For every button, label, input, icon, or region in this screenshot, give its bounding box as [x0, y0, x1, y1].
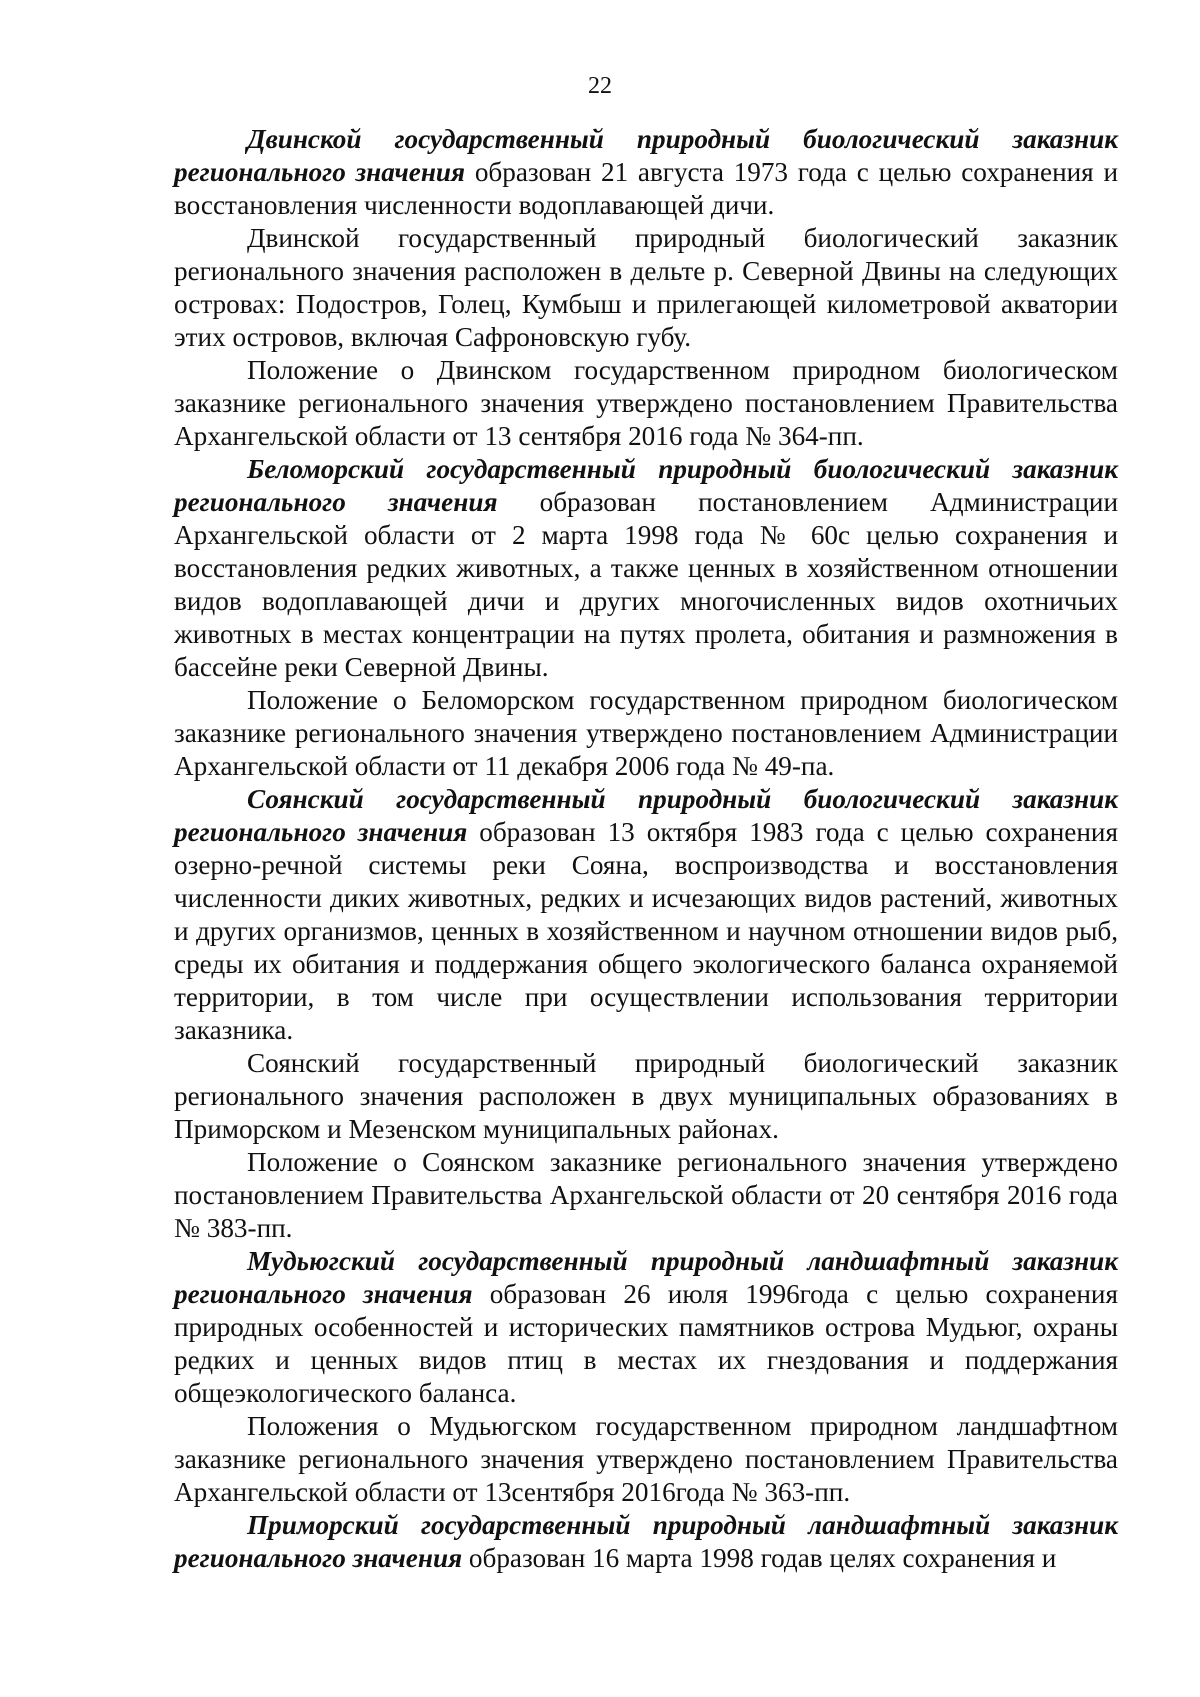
paragraph-soyansky-regulation [174, 1146, 1118, 1245]
paragraph-text: Соянский государственный природный биологический заказник регионального значения расположен в двух муниципальных образованиях в Приморском и Мезенском муниципальных районах. [174, 1048, 1118, 1144]
paragraph-belomorsky-intro [174, 453, 1118, 684]
paragraph-text: образован 16 марта 1998 годав целях сохранения и [462, 1543, 1057, 1573]
reserve-name-primorsky: Приморский государственный природный ландшафтный заказник регионального значения [174, 1510, 1118, 1573]
paragraph-text: образован 21 августа 1973 года с целью сохранения и восстановления численности водоплавающей дичи. [174, 157, 1118, 220]
paragraph-text: Двинской государственный природный биологический заказник регионального значения расположен в дельте р. Северной Двины на следующих островах: Подостров, Голец, Кумбыш и прилегающей километровой акватории этих островов, включая Сафроновскую губу. [174, 223, 1118, 352]
paragraph-text: Положение о Соянском заказнике регионального значения утверждено постановлением Правительства Архангельской области от 20 сентября 2016 года № 383-пп. [174, 1147, 1118, 1243]
paragraph-soyansky-location [174, 1047, 1118, 1146]
reserve-name-mudyugsky: Мудьюгский государственный природный ландшафтный заказник регионального значения [174, 1246, 1118, 1309]
paragraph-text: образован 26 июля 1996года с целью сохранения природных особенностей и исторических памятников острова Мудьюг, охраны редких и ценных видов птиц в местах их гнездования и поддержания общеэкологического баланса. [174, 1279, 1118, 1408]
paragraph-primorsky-intro [174, 1509, 1118, 1575]
paragraph-text: образован 13 октября 1983 года с целью сохранения озерно-речной системы реки Сояна, воспроизводства и восстановления численности диких животных, редких и исчезающих видов растений, животных и других организмов, ценных в хозяйственном и научном отношении видов рыб, среды их обитания и поддержания общего экологического баланса охраняемой территории, в том числе при осуществлении использования территории заказника. [174, 817, 1118, 1045]
reserve-name-dvinskoy: Двинской государственный природный биологический заказник регионального значения [174, 124, 1118, 187]
paragraph-soyansky-intro [174, 783, 1118, 1047]
paragraph-text: Положение о Беломорском государственном природном биологическом заказнике регионального значения утверждено постановлением Администрации Архангельской области от 11 декабря 2006 года № 49-па. [174, 685, 1118, 781]
paragraph-text: Положение о Двинском государственном природном биологическом заказнике регионального значения утверждено постановлением Правительства Архангельской области от 13 сентября 2016 года № 364-пп. [174, 355, 1118, 451]
document-body [174, 123, 1118, 1575]
reserve-name-soyansky: Соянский государственный природный биологический заказник регионального значения [174, 784, 1118, 847]
paragraph-dvinskoy-regulation [174, 354, 1118, 453]
paragraph-text: Положения о Мудьюгском государственном природном ландшафтном заказнике регионального значения утверждено постановлением Правительства Архангельской области от 13сентября 2016года № 363-пп. [174, 1411, 1118, 1507]
paragraph-belomorsky-regulation [174, 684, 1118, 783]
paragraph-dvinskoy-intro [174, 123, 1118, 222]
paragraph-mudyugsky-regulation [174, 1410, 1118, 1509]
page-number: 22 [588, 73, 612, 99]
paragraph-mudyugsky-intro [174, 1245, 1118, 1410]
reserve-name-belomorsky: Беломорский государственный природный биологический заказник регионального значения [174, 454, 1118, 517]
paragraph-text: образован постановлением Администрации Архангельской области от 2 марта 1998 года № 60с целью сохранения и восстановления редких животных, а также ценных в хозяйственном отношении видов водоплавающей дичи и других многочисленных видов охотничьих животных в местах концентрации на путях пролета, обитания и размножения в бассейне реки Северной Двины. [174, 487, 1118, 682]
paragraph-dvinskoy-location [174, 222, 1118, 354]
